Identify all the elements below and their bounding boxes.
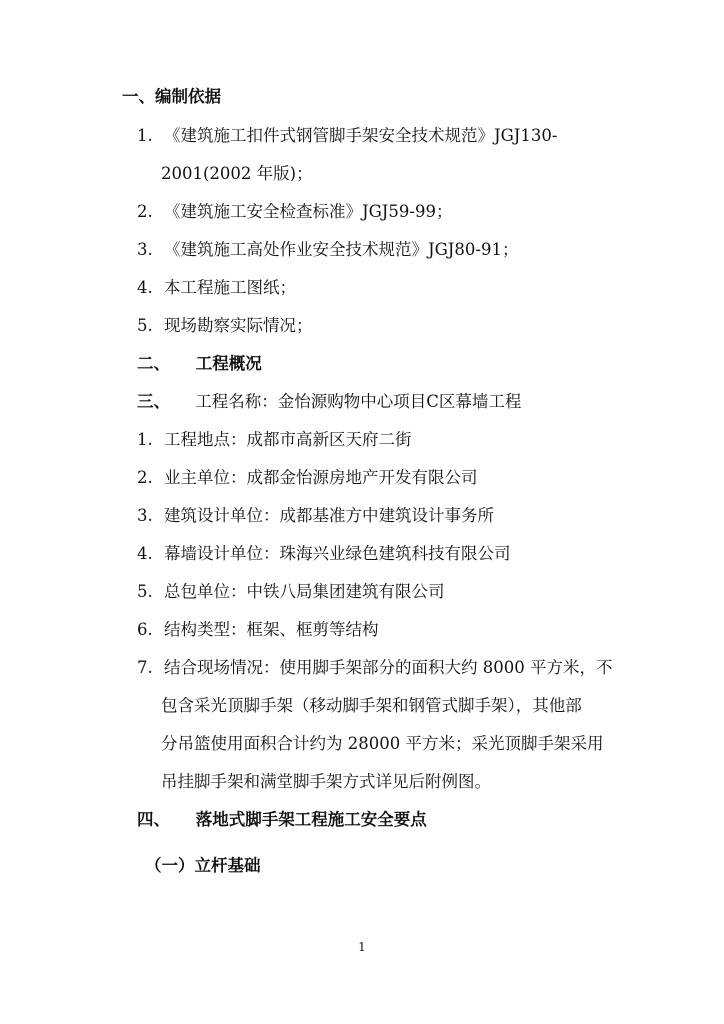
overview-text: 建筑设计单位：成都基准方中建筑设计事务所 bbox=[164, 506, 494, 525]
section-2-heading bbox=[137, 353, 262, 375]
overview-item bbox=[137, 467, 478, 489]
overview-text: 总包单位：中铁八局集团建筑有限公司 bbox=[164, 582, 445, 601]
overview-text: 业主单位：成都金怡源房地产开发有限公司 bbox=[164, 468, 478, 487]
basis-text: 现场勘察实际情况； bbox=[164, 316, 313, 335]
basis-item bbox=[137, 315, 313, 337]
basis-text: 本工程施工图纸； bbox=[164, 278, 296, 297]
section-title: 工程名称：金怡源购物中心项目C区幕墙工程 bbox=[195, 392, 522, 411]
overview-text: 结构类型：框架、框剪等结构 bbox=[164, 620, 379, 639]
overview-text: 幕墙设计单位：珠海兴业绿色建筑科技有限公司 bbox=[164, 544, 511, 563]
section-4-heading bbox=[137, 809, 427, 831]
overview-number: 3. bbox=[137, 506, 153, 525]
section-title: 落地式脚手架工程施工安全要点 bbox=[195, 810, 427, 829]
overview-number: 7. bbox=[137, 658, 153, 677]
basis-item bbox=[137, 125, 557, 147]
section-number: 四、 bbox=[137, 810, 170, 829]
overview-item bbox=[137, 619, 379, 641]
basis-number: 5. bbox=[137, 316, 153, 335]
section-1-heading: 一、编制依据 bbox=[122, 87, 221, 106]
overview-item bbox=[137, 581, 445, 603]
basis-number: 4. bbox=[137, 278, 153, 297]
overview-number: 6. bbox=[137, 620, 153, 639]
basis-number: 1. bbox=[137, 126, 153, 145]
basis-item-continuation: 2001(2002 年版)； bbox=[161, 164, 313, 183]
overview-number: 5. bbox=[137, 582, 153, 601]
basis-number: 3. bbox=[137, 240, 153, 259]
basis-number: 2. bbox=[137, 202, 153, 221]
section-number: 二、 bbox=[137, 354, 170, 373]
basis-item bbox=[137, 239, 518, 261]
overview-number: 1. bbox=[137, 430, 153, 449]
overview-number: 4. bbox=[137, 544, 153, 563]
basis-text: 《建筑施工扣件式钢管脚手架安全技术规范》JGJ130- bbox=[164, 126, 558, 145]
overview-item bbox=[137, 505, 494, 527]
section-3-heading bbox=[137, 391, 521, 413]
basis-item bbox=[137, 201, 452, 223]
section-title: 工程概况 bbox=[195, 354, 262, 373]
overview-item-continuation: 包含采光顶脚手架（移动脚手架和钢管式脚手架），其他部 bbox=[161, 696, 582, 715]
page-number: 1 bbox=[358, 940, 366, 954]
basis-text: 《建筑施工安全检查标准》JGJ59-99； bbox=[164, 202, 453, 221]
subsection-heading: （一）立杆基础 bbox=[145, 856, 261, 875]
overview-text: 结合现场情况：使用脚手架部分的面积大约 8000 平方米，不 bbox=[164, 658, 613, 677]
overview-item-continuation: 分吊篮使用面积合计约为 28000 平方米；采光顶脚手架采用 bbox=[161, 734, 604, 753]
overview-item-continuation: 吊挂脚手架和满堂脚手架方式详见后附例图。 bbox=[161, 772, 491, 791]
basis-text: 《建筑施工高处作业安全技术规范》JGJ80-91； bbox=[164, 240, 519, 259]
overview-item bbox=[137, 429, 412, 451]
overview-text: 工程地点：成都市高新区天府二街 bbox=[164, 430, 412, 449]
overview-item bbox=[137, 657, 612, 679]
overview-number: 2. bbox=[137, 468, 153, 487]
overview-item bbox=[137, 543, 511, 565]
section-number: 三、 bbox=[137, 392, 170, 411]
basis-item bbox=[137, 277, 296, 299]
